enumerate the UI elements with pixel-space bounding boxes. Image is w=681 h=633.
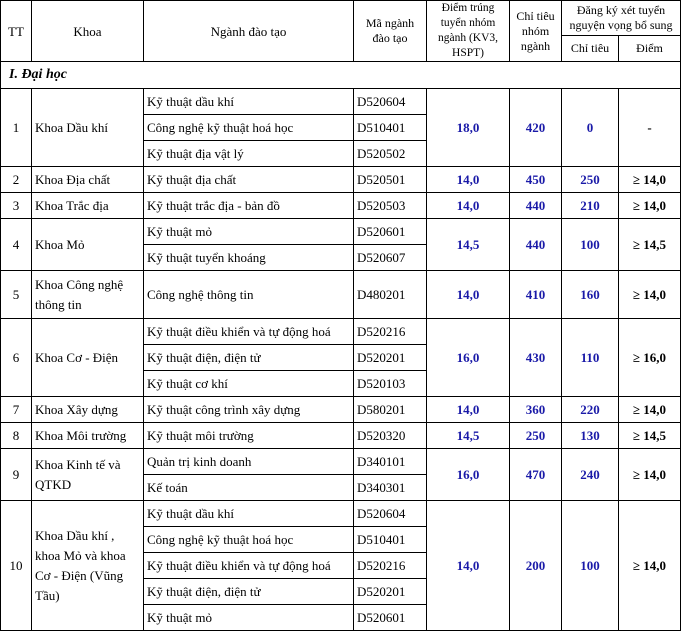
supplementary-score: ≥ 14,0	[619, 193, 681, 219]
major-name: Kỹ thuật điều khiển và tự động hoá	[144, 553, 354, 579]
group-quota: 440	[510, 193, 562, 219]
group-quota: 250	[510, 423, 562, 449]
major-code: D520503	[354, 193, 427, 219]
supplementary-quota: 160	[562, 271, 619, 319]
major-code: D520216	[354, 319, 427, 345]
header-tt: TT	[1, 1, 32, 62]
major-name: Kỹ thuật cơ khí	[144, 371, 354, 397]
faculty-name: Khoa Kinh tế và QTKD	[32, 449, 144, 501]
table-row	[1, 271, 681, 319]
group-quota: 440	[510, 219, 562, 271]
header-diem-trung-tuyen: Điểm trúng tuyển nhóm ngành (KV3, HSPT)	[427, 1, 510, 62]
admission-score: 16,0	[427, 449, 510, 501]
supplementary-score: ≥ 14,0	[619, 397, 681, 423]
supplementary-score: -	[619, 89, 681, 167]
major-name: Kỹ thuật dầu khí	[144, 89, 354, 115]
faculty-name: Khoa Địa chất	[32, 167, 144, 193]
supplementary-quota: 110	[562, 319, 619, 397]
group-quota: 430	[510, 319, 562, 397]
group-quota: 360	[510, 397, 562, 423]
major-name: Công nghệ kỹ thuật hoá học	[144, 527, 354, 553]
row-number: 10	[1, 501, 32, 631]
group-quota: 200	[510, 501, 562, 631]
table-row	[1, 319, 681, 345]
major-code: D580201	[354, 397, 427, 423]
faculty-name: Khoa Cơ - Điện	[32, 319, 144, 397]
major-code: D520601	[354, 219, 427, 245]
row-number: 1	[1, 89, 32, 167]
major-name: Kế toán	[144, 475, 354, 501]
header-bs-chi-tieu: Chỉ tiêu	[562, 35, 619, 61]
major-name: Kỹ thuật dầu khí	[144, 501, 354, 527]
group-quota: 420	[510, 89, 562, 167]
supplementary-score: ≥ 14,0	[619, 167, 681, 193]
supplementary-quota: 0	[562, 89, 619, 167]
major-name: Kỹ thuật địa vật lý	[144, 141, 354, 167]
table-row	[1, 167, 681, 193]
row-number: 7	[1, 397, 32, 423]
major-name: Kỹ thuật điều khiển và tự động hoá	[144, 319, 354, 345]
supplementary-quota: 130	[562, 423, 619, 449]
major-code: D520502	[354, 141, 427, 167]
major-code: D520604	[354, 89, 427, 115]
major-code: D520103	[354, 371, 427, 397]
major-code: D480201	[354, 271, 427, 319]
row-number: 5	[1, 271, 32, 319]
major-name: Kỹ thuật điện, điện tử	[144, 345, 354, 371]
major-code: D340101	[354, 449, 427, 475]
major-name: Kỹ thuật trắc địa - bản đồ	[144, 193, 354, 219]
major-code: D520501	[354, 167, 427, 193]
major-code: D520216	[354, 553, 427, 579]
major-name: Công nghệ thông tin	[144, 271, 354, 319]
major-name: Kỹ thuật điện, điện tử	[144, 579, 354, 605]
table-row	[1, 449, 681, 475]
section-title: I. Đại học	[1, 62, 681, 89]
major-code: D520607	[354, 245, 427, 271]
header-ma-nganh: Mã ngành đào tạo	[354, 1, 427, 62]
group-quota: 450	[510, 167, 562, 193]
table-row	[1, 501, 681, 527]
admission-score: 14,0	[427, 167, 510, 193]
header-khoa: Khoa	[32, 1, 144, 62]
header-bs-diem: Điểm	[619, 35, 681, 61]
faculty-name: Khoa Dầu khí , khoa Mỏ và khoa Cơ - Điện (Vũng Tầu)	[32, 501, 144, 631]
table-row	[1, 397, 681, 423]
row-number: 2	[1, 167, 32, 193]
admission-score: 14,0	[427, 397, 510, 423]
major-code: D520201	[354, 345, 427, 371]
supplementary-quota: 100	[562, 219, 619, 271]
major-name: Kỹ thuật mỏ	[144, 219, 354, 245]
table-row	[1, 423, 681, 449]
supplementary-score: ≥ 14,0	[619, 271, 681, 319]
major-name: Kỹ thuật địa chất	[144, 167, 354, 193]
header-chi-tieu: Chỉ tiêu nhóm ngành	[510, 1, 562, 62]
supplementary-score: ≥ 14,5	[619, 423, 681, 449]
faculty-name: Khoa Môi trường	[32, 423, 144, 449]
major-name: Kỹ thuật tuyển khoáng	[144, 245, 354, 271]
group-quota: 410	[510, 271, 562, 319]
supplementary-quota: 240	[562, 449, 619, 501]
major-name: Quản trị kinh doanh	[144, 449, 354, 475]
row-number: 8	[1, 423, 32, 449]
major-name: Công nghệ kỹ thuật hoá học	[144, 115, 354, 141]
admission-score: 14,0	[427, 271, 510, 319]
major-code: D340301	[354, 475, 427, 501]
supplementary-quota: 250	[562, 167, 619, 193]
supplementary-quota: 100	[562, 501, 619, 631]
admission-score: 18,0	[427, 89, 510, 167]
admission-score: 16,0	[427, 319, 510, 397]
header-row	[1, 1, 681, 36]
major-name: Kỹ thuật môi trường	[144, 423, 354, 449]
header-nganh: Ngành đào tạo	[144, 1, 354, 62]
faculty-name: Khoa Trắc địa	[32, 193, 144, 219]
supplementary-score: ≥ 14,0	[619, 501, 681, 631]
row-number: 9	[1, 449, 32, 501]
admission-score: 14,5	[427, 423, 510, 449]
major-code: D510401	[354, 527, 427, 553]
faculty-name: Khoa Dầu khí	[32, 89, 144, 167]
admission-score: 14,0	[427, 501, 510, 631]
row-number: 3	[1, 193, 32, 219]
admission-score: 14,5	[427, 219, 510, 271]
major-code: D520604	[354, 501, 427, 527]
faculty-name: Khoa Công nghệ thông tin	[32, 271, 144, 319]
row-number: 6	[1, 319, 32, 397]
major-code: D520320	[354, 423, 427, 449]
major-code: D510401	[354, 115, 427, 141]
major-name: Kỹ thuật công trình xây dựng	[144, 397, 354, 423]
major-code: D520201	[354, 579, 427, 605]
table-row	[1, 89, 681, 115]
group-quota: 470	[510, 449, 562, 501]
table-row	[1, 219, 681, 245]
major-name: Kỹ thuật mỏ	[144, 605, 354, 631]
supplementary-quota: 220	[562, 397, 619, 423]
supplementary-quota: 210	[562, 193, 619, 219]
admission-score: 14,0	[427, 193, 510, 219]
supplementary-score: ≥ 14,0	[619, 449, 681, 501]
faculty-name: Khoa Mỏ	[32, 219, 144, 271]
faculty-name: Khoa Xây dựng	[32, 397, 144, 423]
table-row	[1, 193, 681, 219]
major-code: D520601	[354, 605, 427, 631]
supplementary-score: ≥ 14,5	[619, 219, 681, 271]
section-row	[1, 62, 681, 89]
supplementary-score: ≥ 16,0	[619, 319, 681, 397]
header-dang-ky-bo-sung: Đăng ký xét tuyển nguyện vọng bổ sung	[562, 1, 681, 36]
row-number: 4	[1, 219, 32, 271]
